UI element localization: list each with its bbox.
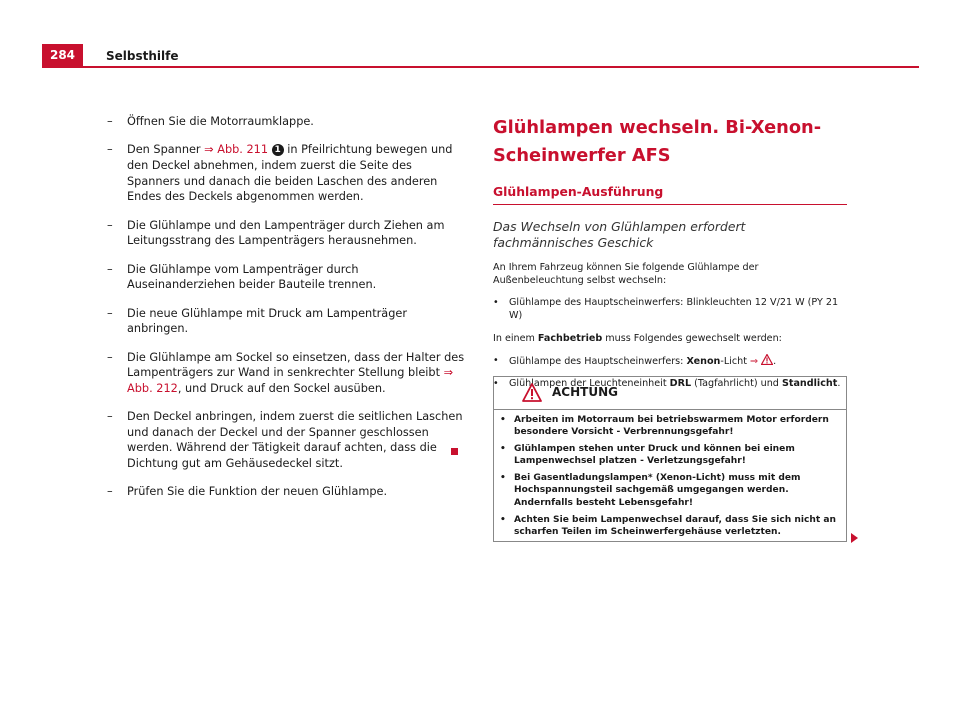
step-dash: – [107,350,113,364]
step-item [107,306,465,337]
step-item [107,262,465,293]
warning-triangle-icon [761,354,773,365]
chapter-title: Glühlampen wechseln. Bi-Xenon-Scheinwerfer AFS [493,117,822,166]
step-dash: – [107,485,113,499]
bullet-dot: • [500,514,506,525]
step-text: Die Glühlampe und den Lampenträger durch Ziehen am Leitungsstrang des Lampenträgers herausnehmen. [127,218,445,248]
step-item [107,350,465,397]
list-item-text: . [773,356,777,367]
bullet-dot: • [493,378,499,389]
warning-link[interactable]: ⇒ [750,356,759,367]
subsection-title: Glühlampen-Ausführung [493,184,847,205]
bold-term: Fachbetrieb [537,333,603,344]
page-number: 284 [42,44,83,66]
step-item [107,218,465,249]
step-text: Den Spanner [127,143,205,157]
step-item [107,409,465,471]
step-dash: – [107,115,113,128]
warning-title: ACHTUNG [552,385,618,399]
figure-link[interactable]: ⇒ Abb. 212 [127,366,454,395]
list-item-text: -Licht [720,356,751,367]
list-item [493,296,847,322]
bullet-dot: • [493,297,499,308]
warning-item [500,443,840,467]
callout-number: 1 [272,144,284,156]
warning-item [500,514,840,538]
warning-text: Achten Sie beim Lampenwechsel darauf, dass Sie sich nicht an scharfen Teilen im Scheinwerfergehäuse verletzten. [514,514,836,537]
left-column [107,114,465,513]
step-dash: – [107,218,113,232]
intro-text: Das Wechseln von Glühlampen erfordert fachmännisches Geschick [493,219,746,250]
paragraph [493,332,847,345]
step-text: Öffnen Sie die Motorraumklappe. [127,115,314,128]
step-dash: – [107,143,113,157]
paragraph-text: In einem [493,333,538,344]
step-dash: – [107,306,113,320]
step-text: Den Deckel anbringen, indem zuerst die seitlichen Laschen und danach der Deckel und der Spanner geschlossen werden. Während der Tätigkeit darauf achten, dass die Dichtung gut am Gehäusedeckel sitzt. [127,410,463,470]
paragraph-text: muss Folgendes gewechselt werden: [602,333,782,344]
step-item [107,484,465,500]
bullet-dot: • [500,415,506,425]
bold-term: Standlicht [781,378,838,389]
step-text: , und Druck auf den Sockel ausüben. [177,381,386,395]
paragraph: An Ihrem Fahrzeug können Sie folgende Glühlampe der Außenbeleuchtung selbst wechseln: [493,262,759,286]
step-dash: – [107,410,113,424]
step-text: in Pfeilrichtung bewegen und den Deckel abnehmen, indem zuerst die Seite des Spanners und danach die beiden Laschen des anderen Endes des Deckels abgenommen werden. [127,143,453,204]
step-text: Die neue Glühlampe mit Druck am Lampenträger anbringen. [127,306,407,336]
warning-triangle-icon [522,383,542,402]
list-item [493,354,847,368]
bold-term: Xenon [686,356,721,367]
step-dash: – [107,262,113,276]
page-header [42,44,919,68]
warning-header [494,377,846,410]
bullet-dot: • [493,355,499,366]
end-square-icon [451,448,458,455]
list-item-text: Glühlampen der Leuchteneinheit [509,378,670,389]
warning-box [493,376,847,542]
figure-link[interactable]: ⇒ Abb. 211 [204,143,269,157]
step-text: Die Glühlampe am Sockel so einsetzen, dass der Halter des Lampenträgers zur Wand in senkrechter Stellung bleibt [127,350,465,380]
list-item-text: (Tagfahrlicht) und [691,378,782,389]
step-item [107,142,465,204]
bullet-dot: • [500,444,506,455]
list-item-text: Glühlampe des Hauptscheinwerfers: Blinkleuchten 12 V/21 W (PY 21 W) [509,297,839,321]
step-text: Die Glühlampe vom Lampenträger durch Auseinanderziehen beider Bauteile trennen. [127,262,377,292]
warning-body [494,410,846,538]
warning-text: Arbeiten im Motorraum bei betriebswarmem Motor erfordern besondere Vorsicht - Verbrennungsgefahr! [514,415,829,438]
section-title: Selbsthilfe [106,49,179,63]
right-column [493,114,847,390]
bullet-dot: • [500,473,506,484]
list-item-text: Glühlampe des Hauptscheinwerfers: [509,356,687,367]
warning-item [500,472,840,508]
step-item [107,114,465,130]
continue-arrow-icon[interactable] [851,533,858,543]
step-text: Prüfen Sie die Funktion der neuen Glühlampe. [127,485,388,499]
list-item-text: . [837,378,841,389]
warning-text: Glühlampen stehen unter Druck und können bei einem Lampenwechsel platzen - Verletzungsgefahr! [514,444,795,467]
warning-text: Bei Gasentladungslampen* (Xenon-Licht) muss mit dem Hochspannungsteil sachgemäß umgegangen werden. Andernfalls besteht Lebensgefahr! [514,473,801,508]
bold-term: DRL [669,378,692,389]
warning-item [500,414,840,438]
